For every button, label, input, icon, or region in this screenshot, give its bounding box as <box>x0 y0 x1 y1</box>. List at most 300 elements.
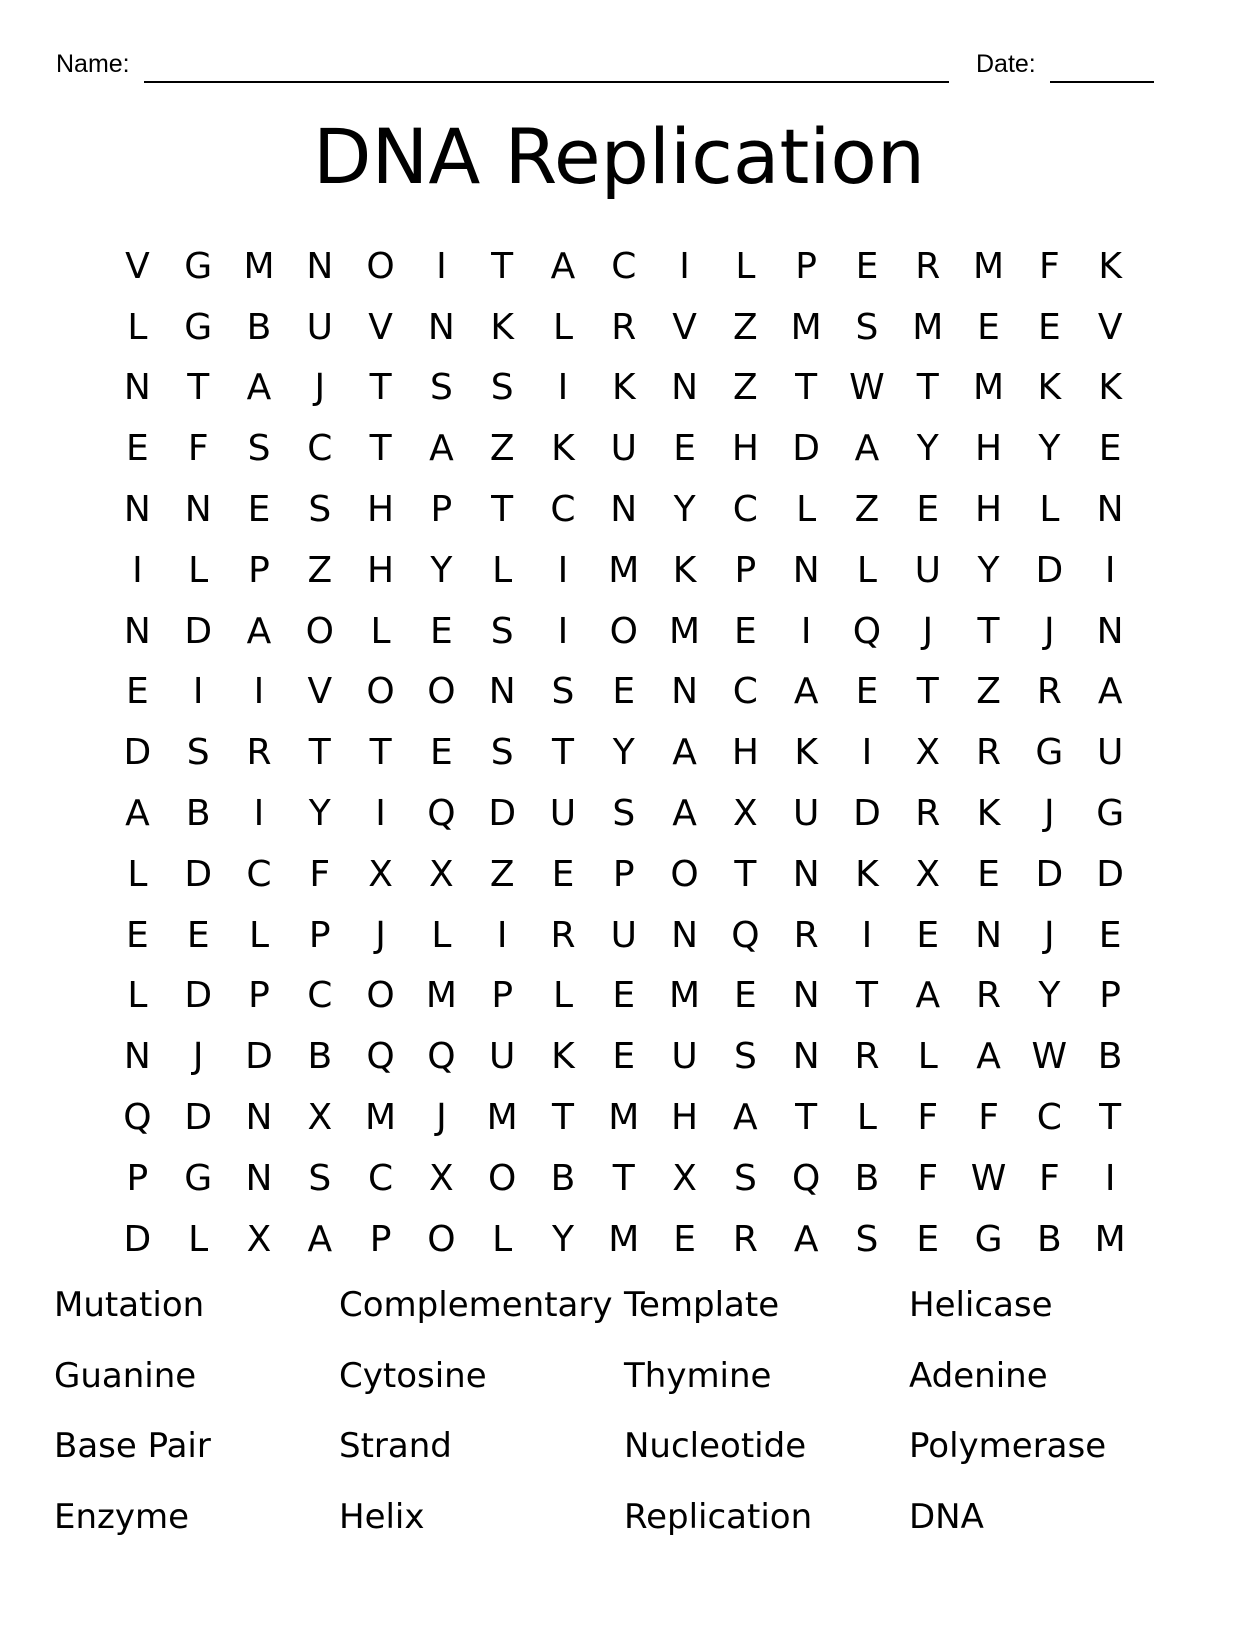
word-list-item: Helicase <box>909 1285 1053 1325</box>
word-list-item: Helix <box>339 1496 425 1537</box>
grid-cell: B <box>246 306 272 348</box>
grid-cell: I <box>861 732 873 774</box>
grid-cell: E <box>673 1218 696 1260</box>
grid-cell: U <box>489 1036 516 1078</box>
grid-cell: N <box>123 610 151 652</box>
grid-cell: R <box>732 1218 758 1260</box>
grid-cell: E <box>855 245 879 287</box>
word-list-item: Enzyme <box>54 1496 190 1537</box>
grid-cell: U <box>610 428 637 470</box>
grid-cell: Z <box>854 489 880 531</box>
grid-cell: N <box>671 367 699 409</box>
grid-cell: A <box>915 975 941 1017</box>
grid-cell: Y <box>1038 975 1061 1017</box>
grid-cell: E <box>247 489 271 531</box>
grid-cell: A <box>246 367 272 409</box>
grid-cell: B <box>854 1157 880 1199</box>
grid-cell: X <box>246 1218 272 1260</box>
grid-cell: T <box>977 610 1000 652</box>
grid-cell: U <box>549 793 577 835</box>
grid-cell: I <box>253 793 265 835</box>
grid-cell: I <box>132 549 143 591</box>
word-list-item: Complementary <box>339 1285 613 1325</box>
letter-grid <box>107 236 1141 1270</box>
grid-cell: D <box>184 853 213 895</box>
grid-cell: Z <box>489 853 515 895</box>
grid-cell: Q <box>427 1036 456 1078</box>
grid-cell: N <box>427 306 455 348</box>
grid-cell: U <box>792 793 820 835</box>
grid-cell: Q <box>852 610 882 652</box>
grid-cell: Q <box>427 793 456 835</box>
grid-cell: P <box>430 489 453 531</box>
grid-cell: O <box>670 853 699 895</box>
grid-cell: P <box>126 1157 149 1199</box>
grid-cell: F <box>917 1157 939 1199</box>
word-list-item: Mutation <box>54 1285 205 1325</box>
grid-cell: S <box>733 1036 757 1078</box>
grid-cell: G <box>1096 793 1125 835</box>
grid-cell: L <box>1039 489 1060 531</box>
grid-cell: D <box>1035 853 1064 895</box>
grid-cell: M <box>608 549 640 591</box>
grid-cell: Z <box>489 428 515 470</box>
grid-cell: O <box>609 610 638 652</box>
grid-cell: M <box>608 1218 640 1260</box>
grid-cell: H <box>975 489 1003 531</box>
grid-cell: T <box>369 732 392 774</box>
grid-cell: A <box>1097 671 1123 713</box>
grid-cell: S <box>308 489 332 531</box>
grid-cell: J <box>192 1036 204 1078</box>
word-list-item: DNA <box>909 1496 984 1537</box>
name-label: Name: <box>56 50 130 78</box>
grid-cell: B <box>1037 1218 1062 1260</box>
grid-cell: K <box>611 367 636 409</box>
grid-cell: M <box>790 306 822 348</box>
grid-cell: A <box>246 610 272 652</box>
grid-cell: G <box>184 1157 213 1199</box>
grid-cell: V <box>672 306 697 348</box>
word-list-item: Guanine <box>54 1355 197 1396</box>
grid-cell: R <box>246 732 272 774</box>
grid-cell: W <box>970 1157 1007 1199</box>
grid-cell: F <box>978 1097 999 1139</box>
grid-cell: H <box>731 732 759 774</box>
grid-cell: L <box>552 975 573 1017</box>
grid-cell: D <box>184 1097 213 1139</box>
grid-cell: K <box>551 1036 575 1078</box>
grid-cell: Z <box>976 671 1001 713</box>
grid-cell: N <box>792 1036 820 1078</box>
grid-cell: C <box>307 975 333 1017</box>
grid-cell: N <box>671 671 699 713</box>
grid-cell: N <box>792 549 820 591</box>
grid-cell: L <box>552 306 573 348</box>
grid-cell: F <box>1038 1157 1060 1199</box>
grid-cell: U <box>671 1036 698 1078</box>
name-line[interactable] <box>144 81 949 83</box>
grid-cell: X <box>429 1157 454 1199</box>
grid-cell: D <box>184 975 213 1017</box>
grid-cell: N <box>245 1097 273 1139</box>
grid-cell: X <box>368 853 393 895</box>
word-list-item: Base Pair <box>54 1426 211 1466</box>
grid-cell: Y <box>977 549 1000 591</box>
grid-cell: N <box>245 1157 273 1199</box>
grid-cell: N <box>123 489 151 531</box>
grid-cell: M <box>608 1097 640 1139</box>
grid-cell: N <box>1096 489 1124 531</box>
grid-cell: J <box>1044 793 1055 835</box>
date-label: Date: <box>976 50 1036 78</box>
grid-cell: S <box>490 367 514 409</box>
grid-cell: M <box>973 367 1005 409</box>
grid-cell: I <box>1104 1157 1116 1199</box>
grid-cell: L <box>188 549 209 591</box>
grid-cell: L <box>856 1097 877 1139</box>
grid-cell: T <box>187 367 210 409</box>
grid-cell: J <box>1044 610 1055 652</box>
grid-cell: L <box>127 975 148 1017</box>
grid-cell: M <box>486 1097 518 1139</box>
grid-cell: G <box>184 306 213 348</box>
grid-cell: A <box>854 428 880 470</box>
grid-cell: J <box>436 1097 447 1139</box>
grid-cell: S <box>490 732 514 774</box>
grid-cell: J <box>314 367 326 409</box>
grid-cell: T <box>855 975 878 1017</box>
grid-cell: P <box>369 1218 392 1260</box>
grid-cell: T <box>916 671 939 713</box>
grid-cell: L <box>796 489 817 531</box>
word-list-item: Adenine <box>909 1355 1048 1396</box>
grid-cell: K <box>1037 367 1062 409</box>
word-list-item: Nucleotide <box>624 1426 807 1466</box>
grid-cell: E <box>733 975 757 1017</box>
grid-cell: K <box>794 732 818 774</box>
grid-cell: R <box>976 975 1002 1017</box>
grid-cell: L <box>917 1036 938 1078</box>
grid-cell: G <box>184 245 213 287</box>
grid-cell: X <box>307 1097 333 1139</box>
grid-cell: Y <box>551 1218 574 1260</box>
grid-cell: T <box>551 732 574 774</box>
grid-cell: T <box>491 489 514 531</box>
grid-cell: K <box>1098 245 1122 287</box>
grid-cell: A <box>550 245 576 287</box>
grid-cell: K <box>551 428 575 470</box>
grid-cell: E <box>612 1036 636 1078</box>
grid-cell: T <box>795 367 818 409</box>
grid-cell: H <box>367 489 395 531</box>
grid-cell: S <box>733 1157 757 1199</box>
word-list-item: Thymine <box>624 1355 772 1396</box>
grid-cell: F <box>187 428 209 470</box>
grid-cell: F <box>309 853 331 895</box>
grid-cell: O <box>488 1157 517 1199</box>
grid-cell: O <box>366 671 395 713</box>
grid-cell: L <box>127 853 148 895</box>
grid-cell: Z <box>307 549 333 591</box>
grid-cell: E <box>612 671 636 713</box>
grid-cell: S <box>429 367 453 409</box>
grid-cell: A <box>976 1036 1001 1078</box>
grid-cell: Y <box>612 732 635 774</box>
grid-cell: C <box>732 489 758 531</box>
grid-cell: J <box>1044 914 1055 956</box>
grid-cell: A <box>793 1218 819 1260</box>
grid-cell: M <box>973 245 1005 287</box>
grid-cell: E <box>1037 306 1061 348</box>
grid-cell: M <box>912 306 944 348</box>
date-line[interactable] <box>1050 81 1154 83</box>
grid-cell: H <box>367 549 395 591</box>
grid-cell: R <box>611 306 637 348</box>
grid-cell: P <box>612 853 635 895</box>
grid-cell: N <box>792 975 820 1017</box>
grid-cell: Q <box>366 1036 395 1078</box>
grid-cell: F <box>917 1097 939 1139</box>
grid-cell: D <box>245 1036 273 1078</box>
grid-cell: B <box>185 793 211 835</box>
grid-cell: D <box>1035 549 1064 591</box>
grid-cell: T <box>369 367 392 409</box>
grid-cell: E <box>855 671 879 713</box>
grid-cell: T <box>1099 1097 1122 1139</box>
grid-cell: K <box>1098 367 1122 409</box>
grid-cell: Q <box>123 1097 152 1139</box>
grid-cell: I <box>436 245 447 287</box>
grid-cell: M <box>1094 1218 1126 1260</box>
grid-cell: N <box>306 245 334 287</box>
grid-cell: T <box>612 1157 635 1199</box>
grid-cell: T <box>369 428 392 470</box>
grid-cell: Z <box>733 306 758 348</box>
grid-cell: V <box>307 671 333 713</box>
grid-cell: L <box>492 549 513 591</box>
grid-cell: T <box>734 853 757 895</box>
grid-cell: I <box>861 914 873 956</box>
grid-cell: N <box>123 1036 151 1078</box>
grid-cell: E <box>612 975 636 1017</box>
grid-cell: M <box>243 245 275 287</box>
grid-cell: Y <box>430 549 453 591</box>
grid-cell: M <box>365 1097 397 1139</box>
grid-cell: E <box>126 914 149 956</box>
grid-cell: X <box>733 793 758 835</box>
grid-cell: Q <box>731 914 760 956</box>
grid-cell: C <box>550 489 576 531</box>
grid-cell: X <box>429 853 454 895</box>
grid-cell: E <box>1098 428 1122 470</box>
grid-cell: R <box>854 1036 880 1078</box>
grid-cell: S <box>247 428 271 470</box>
grid-cell: I <box>253 671 265 713</box>
grid-cell: L <box>248 914 270 956</box>
grid-cell: B <box>1097 1036 1123 1078</box>
grid-cell: U <box>1096 732 1124 774</box>
word-list-item: Replication <box>624 1496 813 1537</box>
grid-cell: S <box>855 306 879 348</box>
grid-cell: S <box>551 671 575 713</box>
grid-cell: O <box>366 245 395 287</box>
grid-cell: R <box>550 914 576 956</box>
grid-cell: L <box>492 1218 513 1260</box>
grid-cell: I <box>496 914 508 956</box>
grid-cell: A <box>672 793 697 835</box>
grid-cell: O <box>427 671 456 713</box>
grid-cell: Y <box>916 428 939 470</box>
grid-cell: S <box>308 1157 332 1199</box>
grid-cell: A <box>793 671 819 713</box>
grid-cell: E <box>430 610 453 652</box>
grid-cell: N <box>792 853 820 895</box>
grid-cell: J <box>375 914 386 956</box>
grid-cell: I <box>192 671 204 713</box>
grid-cell: N <box>488 671 516 713</box>
grid-cell: D <box>123 1218 152 1260</box>
grid-cell: E <box>977 853 1000 895</box>
grid-cell: F <box>1038 245 1060 287</box>
grid-cell: D <box>792 428 821 470</box>
grid-cell: U <box>306 306 333 348</box>
page-title: DNA Replication <box>312 112 926 201</box>
grid-cell: M <box>669 975 701 1017</box>
grid-cell: Y <box>1038 428 1061 470</box>
grid-cell: T <box>491 245 514 287</box>
grid-cell: E <box>916 914 940 956</box>
grid-cell: U <box>610 914 637 956</box>
grid-cell: N <box>671 914 699 956</box>
grid-cell: C <box>307 428 333 470</box>
grid-cell: I <box>557 367 569 409</box>
grid-cell: P <box>308 914 331 956</box>
grid-cell: A <box>672 732 697 774</box>
grid-cell: O <box>427 1218 456 1260</box>
grid-cell: O <box>305 610 334 652</box>
grid-cell: C <box>1036 1097 1062 1139</box>
grid-cell: U <box>914 549 941 591</box>
grid-cell: I <box>800 610 812 652</box>
grid-cell: H <box>975 428 1003 470</box>
grid-cell: N <box>610 489 638 531</box>
grid-cell: Y <box>308 793 331 835</box>
grid-cell: Z <box>733 367 758 409</box>
grid-cell: D <box>184 610 213 652</box>
grid-cell: E <box>733 610 757 652</box>
header-row <box>56 50 1154 90</box>
grid-cell: I <box>1104 549 1116 591</box>
grid-cell: I <box>375 793 386 835</box>
grid-cell: M <box>425 975 457 1017</box>
grid-cell: L <box>188 1218 209 1260</box>
grid-cell: J <box>922 610 934 652</box>
grid-cell: E <box>1098 914 1122 956</box>
grid-cell: N <box>123 367 151 409</box>
word-list-item: Polymerase <box>909 1426 1107 1466</box>
grid-cell: K <box>855 853 879 895</box>
grid-cell: I <box>557 549 569 591</box>
grid-cell: P <box>248 975 270 1017</box>
grid-cell: V <box>368 306 393 348</box>
grid-cell: G <box>974 1218 1003 1260</box>
grid-cell: K <box>976 793 1001 835</box>
grid-cell: E <box>916 1218 940 1260</box>
grid-cell: D <box>1096 853 1125 895</box>
grid-cell: H <box>731 428 759 470</box>
grid-cell: I <box>557 610 569 652</box>
grid-cell: R <box>976 732 1002 774</box>
grid-cell: C <box>611 245 637 287</box>
grid-cell: E <box>126 671 149 713</box>
grid-cell: X <box>915 732 941 774</box>
grid-cell: D <box>123 732 152 774</box>
grid-cell: V <box>125 245 150 287</box>
grid-cell: C <box>732 671 758 713</box>
grid-cell: E <box>186 914 210 956</box>
grid-cell: C <box>368 1157 394 1199</box>
grid-cell: G <box>1035 732 1064 774</box>
word-list-item: Template <box>624 1285 780 1325</box>
grid-cell: R <box>793 914 819 956</box>
grid-cell: E <box>430 732 453 774</box>
grid-cell: E <box>977 306 1000 348</box>
grid-cell: X <box>672 1157 697 1199</box>
grid-cell: E <box>673 428 696 470</box>
grid-cell: B <box>550 1157 576 1199</box>
grid-cell: L <box>370 610 391 652</box>
grid-cell: S <box>186 732 210 774</box>
grid-cell: S <box>855 1218 879 1260</box>
grid-cell: Y <box>673 489 696 531</box>
grid-cell: I <box>679 245 690 287</box>
grid-cell: P <box>491 975 514 1017</box>
grid-cell: W <box>849 367 885 409</box>
grid-cell: O <box>366 975 395 1017</box>
grid-cell: T <box>308 732 331 774</box>
grid-cell: L <box>735 245 756 287</box>
word-list-item: Cytosine <box>339 1355 487 1396</box>
grid-cell: Q <box>791 1157 821 1199</box>
grid-cell: X <box>915 853 941 895</box>
grid-cell: A <box>429 428 454 470</box>
word-list-item: Strand <box>339 1426 452 1466</box>
grid-cell: T <box>916 367 939 409</box>
grid-cell: A <box>733 1097 758 1139</box>
grid-cell: V <box>1097 306 1123 348</box>
grid-cell: D <box>853 793 881 835</box>
grid-cell: K <box>490 306 514 348</box>
grid-cell: L <box>431 914 452 956</box>
grid-cell: S <box>490 610 514 652</box>
grid-cell: S <box>612 793 636 835</box>
grid-cell: P <box>248 549 270 591</box>
grid-cell: R <box>1036 671 1062 713</box>
word-list <box>54 1285 1194 1567</box>
grid-cell: B <box>307 1036 333 1078</box>
grid-cell: L <box>127 306 148 348</box>
grid-cell: N <box>184 489 212 531</box>
grid-cell: P <box>795 245 818 287</box>
grid-cell: P <box>1099 975 1121 1017</box>
grid-cell: N <box>975 914 1003 956</box>
grid-cell: W <box>1031 1036 1068 1078</box>
grid-cell: M <box>669 610 701 652</box>
grid-cell: D <box>488 793 517 835</box>
grid-cell: P <box>734 549 757 591</box>
grid-cell: R <box>915 245 941 287</box>
